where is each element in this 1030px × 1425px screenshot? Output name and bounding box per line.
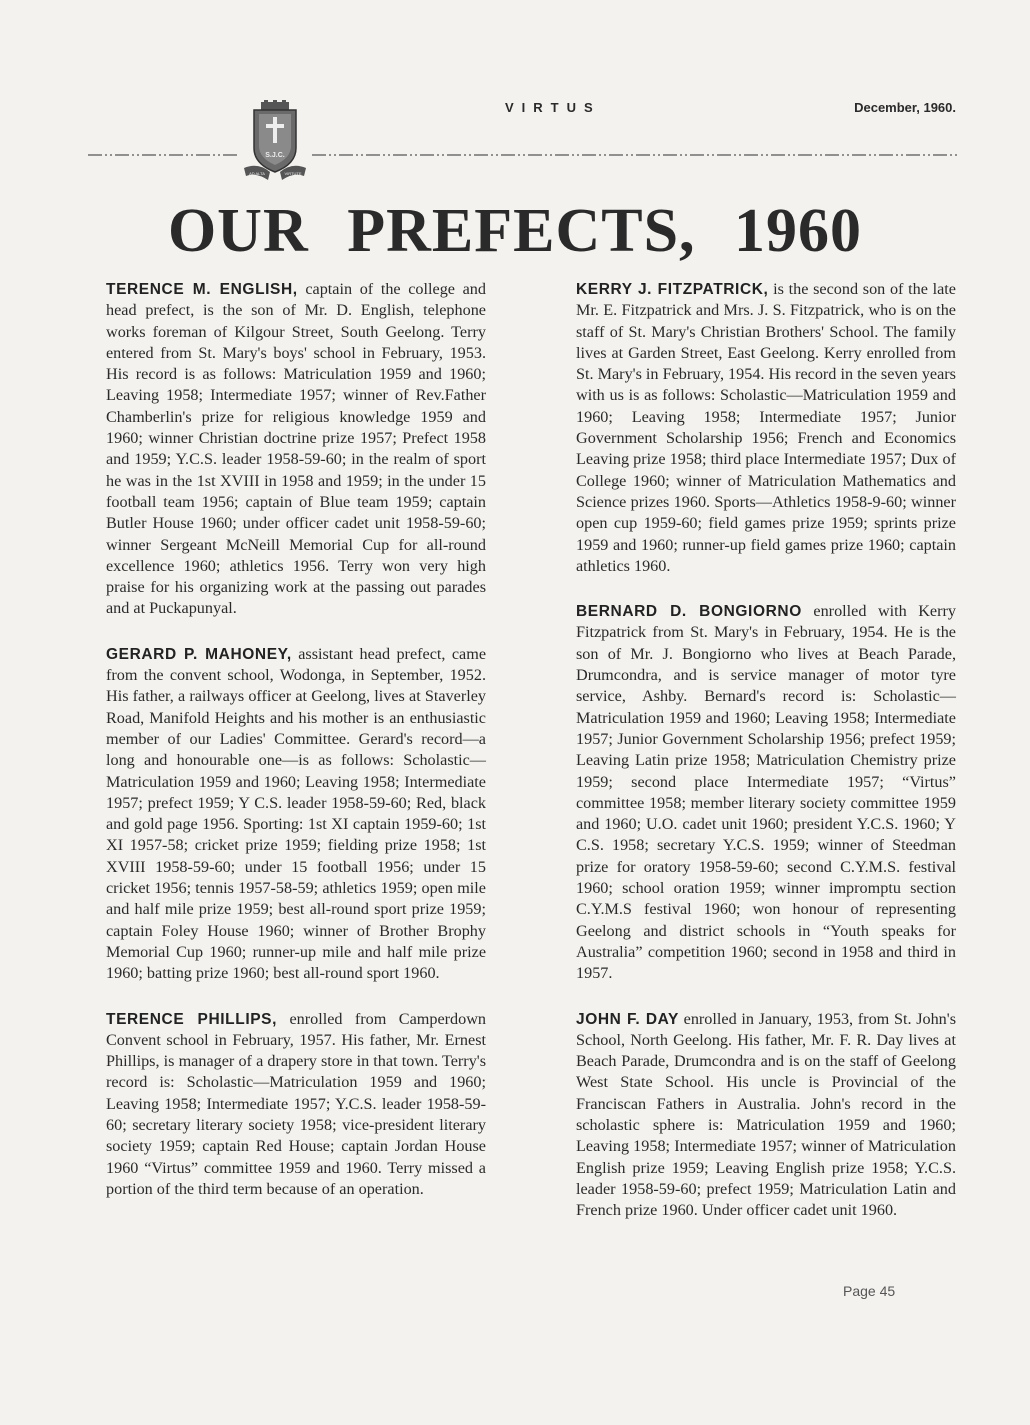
page-number: Page 45 [843, 1283, 896, 1299]
page-title: OUR PREFECTS, 1960 [167, 197, 863, 265]
left-column [86, 279, 486, 1224]
prefect-bio: captain of the college and head prefect, is the son of Mr. D. English, telephone works foreman of Kilgour Street, South Geelong. Terry entered from St. Mary's boys' school in February, 1953. His record is as follows: Matriculation 1959 and 1960; Leaving 1958; Intermediate 1957; winner of Rev.Father Chamberlin's prize for religious knowledge 1959 and 1960; winner Christian doctrine prize 1957; Prefect 1958 and 1959; Y.C.S. leader 1958-59-60; in the realm of sport he was in the 1st XVIII in 1958 and 1959; in the under 15 football team 1956; captain of Blue team 1959; captain Butler House 1960; under officer cadet unit 1958-59-60; winner Sergeant McNeill Memorial Cup for all-round excellence 1960; athletics 1956. Terry won very high praise for his organizing work at the passing out parades and at Puckapunyal. [106, 280, 486, 618]
prefect-name: TERENCE PHILLIPS, [106, 1010, 278, 1028]
header-rule-left [88, 152, 238, 158]
prefect-bio: enrolled from Camperdown Convent school in February, 1957. His father, Mr. Ernest Phillips, is manager of a drapery store in that town. Terry's record is: Scholastic—Matriculation 1959 and 1960; Leaving 1958; Intermediate 1957; Y.C.S. leader 1958-59-60; secretary literary society 1958; vice-president literary society 1959; captain Red House; captain Jordan House 1960 “Virtus” committee 1959 and 1960. Terry missed a portion of the third term because of an operation. [106, 1009, 486, 1198]
header-rule-right [312, 152, 958, 158]
prefect-name: BERNARD D. BONGIORNO [576, 603, 802, 621]
prefect-bio: assistant head prefect, came from the convent school, Wodonga, in September, 1952. His father, a railways officer at Geelong, lives at Staverley Road, Manifold Heights and his mother is an enthusiastic member of our Ladies' Committee. Gerard's record—a long and honourable one—is as follows: Scholastic—Matriculation 1959 and 1960; Leaving 1958; Intermediate 1957; prefect 1959; Y C.S. leader 1958-59-60; Red, black and gold page 1956. Sporting: 1st XI captain 1959-60; 1st XI 1957-58; cricket prize 1959; fielding prize 1958; 1st XVIII 1958-59-60; under 15 football 1956; under 15 cricket 1956; tennis 1957-58-59; athletics 1959; open mile and half mile prize 1959; best all-round sport prize 1959; captain Foley House 1960; winner of Brother Brophy Memorial Cup 1960; runner-up mile and half mile prize 1960; batting prize 1960; best all-round sport 1960. [106, 644, 487, 983]
prefect-entry-bongiorno [556, 601, 956, 984]
prefect-bio: is the second son of the late Mr. E. Fitzpatrick and Mrs. J. S. Fitzpatrick, who is on the staff of St. Mary's Christian Brothers' School. The family lives at Garden Street, East Geelong. Kerry enrolled from St. Mary's in February, 1954. His record in the seven years with us is as follows: Scholastic—Matriculation 1959 and 1960; Leaving 1958; Intermediate 1957; Junior Government Scholarship 1956; French and Economics Leaving prize 1958; third place Intermediate 1957; Dux of College 1960; winner of Matriculation Mathematics and Science prizes 1960. Sports—Athletics 1958-9-60; winner open cup 1959-60; field games prize 1959; sprints prize 1959 and 1960; runner-up field games prize 1960; captain athletics 1960. [576, 280, 956, 575]
prefect-name: JOHN F. DAY [576, 1010, 679, 1028]
prefect-entry-fitzpatrick [556, 279, 956, 577]
page-header [0, 0, 1030, 200]
issue-date: December, 1960. [854, 100, 956, 115]
prefect-entry-phillips [86, 1009, 486, 1201]
prefect-entry-english [86, 279, 486, 620]
crest-motto-right: VIRTUTE [284, 171, 302, 176]
crest-motto-left: AD ALTA [249, 171, 265, 176]
prefect-entry-mahoney [86, 644, 486, 985]
crest-initials: S.J.C. [265, 152, 285, 159]
magazine-title: VIRTUS [505, 100, 601, 115]
prefect-name: KERRY J. FITZPATRICK, [576, 281, 769, 298]
prefect-entry-day [556, 1009, 956, 1222]
right-column [556, 279, 956, 1245]
prefect-bio: enrolled in January, 1953, from St. John's School, North Geelong. His father, Mr. F. R. Day lives at Beach Parade, Drumcondra and is on the staff of Geelong West State School. His uncle is Provincial of the Franciscan Fathers in Australia. John's record in the scholastic sphere is: Matriculation 1959 and 1960; Leaving 1958; Intermediate 1957; winner of Matriculation English prize 1959; Leaving English prize 1958; Y.C.S. leader 1958-59-60; prefect 1959; Matriculation Latin and French prize 1960. Under officer cadet unit 1960. [576, 1009, 956, 1220]
prefect-name: TERENCE M. ENGLISH, [106, 281, 298, 298]
prefect-bio: enrolled with Kerry Fitzpatrick from St. Mary's in February, 1954. He is the son of Mr. J. Bongiorno who lives at Beach Parade, Drumcondra, and is service manager of motor tyre service, Ashby. Bernard's record is: Scholastic—Matriculation 1959 and 1960; Leaving 1958; Intermediate 1957; Junior Government Scholarship 1956; prefect 1959; Leaving Latin prize 1958; Matriculation Chemistry prize 1959; second place Intermediate 1957; “Virtus” committee 1958; member literary society committee 1959 and 1960; U.O. cadet unit 1960; president Y.C.S. 1960; Y C.S. 1958; secretary Y.C.S. 1959; winner of Steedman prize for oratory 1958-59-60; second C.Y.M.S. festival 1960; school oration 1959; winner impromptu section C.Y.M.S festival 1960; won honour of representing Geelong and district schools in “Youth speaks for Australia” competition 1960; second in 1958 and third in 1957. [576, 602, 956, 983]
college-crest-icon [244, 100, 306, 182]
prefect-name: GERARD P. MAHONEY, [106, 645, 292, 663]
